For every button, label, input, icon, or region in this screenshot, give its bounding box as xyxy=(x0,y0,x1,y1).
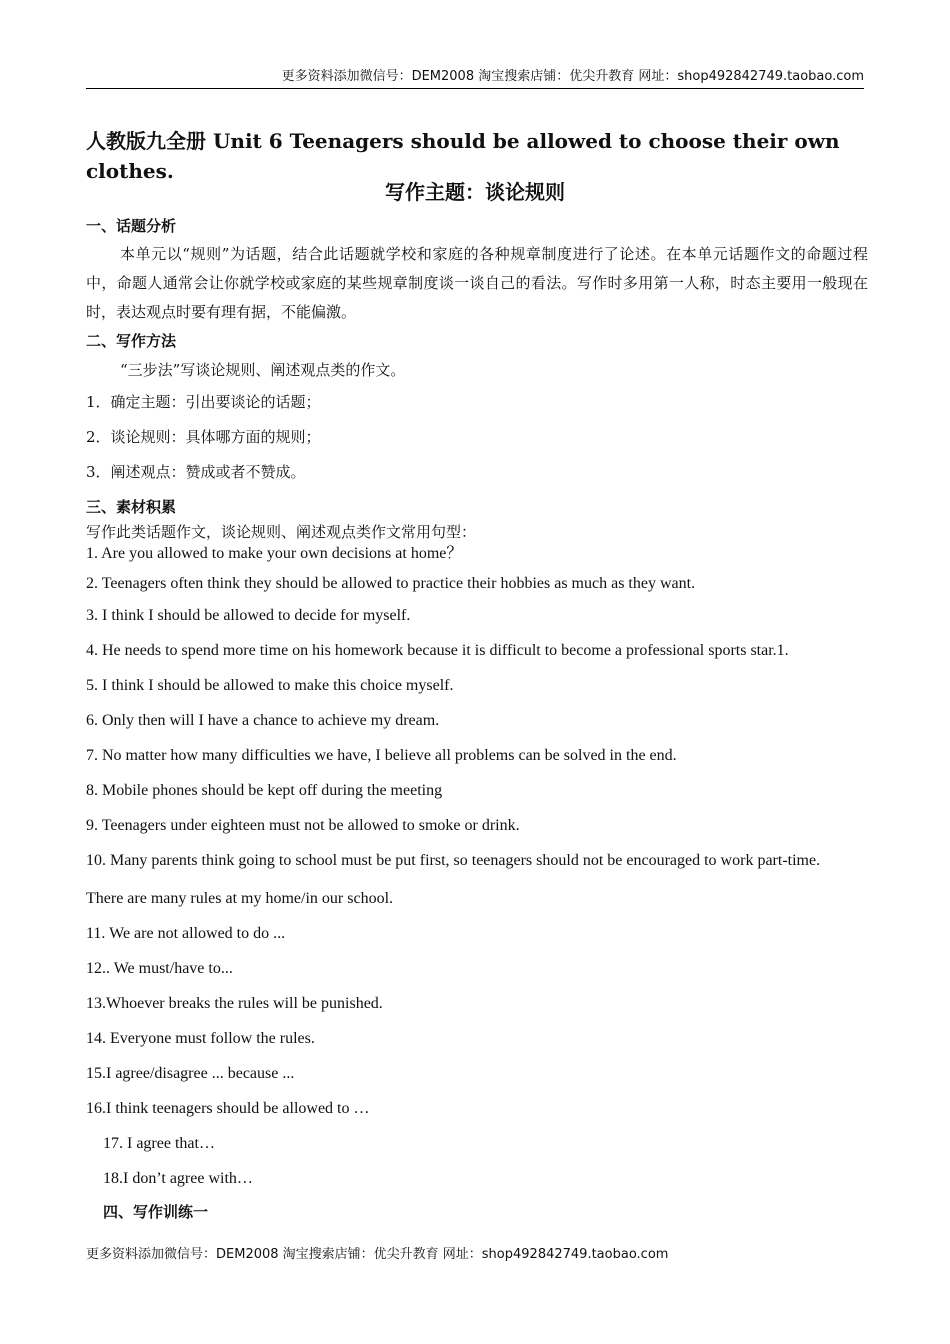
writing-step: 2．谈论规则：具体哪方面的规则； xyxy=(86,428,321,446)
sentence-item: 7. No matter how many difficulties we have, I believe all problems can be solved in the end. xyxy=(86,747,677,764)
writing-step: 3．阐述观点：赞成或者不赞成。 xyxy=(86,463,306,481)
section-heading-writing-practice: 四、写作训练一 xyxy=(103,1203,209,1221)
sentence-item: 9. Teenagers under eighteen must not be allowed to smoke or drink. xyxy=(86,817,520,834)
sentence-item: 17. I agree that… xyxy=(103,1135,215,1152)
sentence-item: 8. Mobile phones should be kept off during the meeting xyxy=(86,782,443,799)
sentence-item: 12.. We must/have to... xyxy=(86,960,233,977)
document-subtitle: 写作主题：谈论规则 xyxy=(385,180,565,204)
section-heading-materials: 三、素材积累 xyxy=(86,498,177,516)
sentence-item: 11. We are not allowed to do ... xyxy=(86,925,286,942)
section-heading-topic-analysis: 一、话题分析 xyxy=(86,217,177,235)
page-footer: 更多资料添加微信号：DEM2008 淘宝搜索店铺：优尖升教育 网址：shop492842749.taobao.com xyxy=(86,1247,669,1262)
sentence-item: 13.Whoever breaks the rules will be punished. xyxy=(86,995,383,1012)
page-header: 更多资料添加微信号：DEM2008 淘宝搜索店铺：优尖升教育 网址：shop492842749.taobao.com xyxy=(86,68,864,89)
document-title: 人教版九全册 Unit 6 Teenagers should be allowed to choose their own clothes. xyxy=(86,129,840,183)
sentence-item: 15.I agree/disagree ... because ... xyxy=(86,1065,295,1082)
topic-analysis-paragraph: 本单元以“规则”为话题，结合此话题就学校和家庭的各种规章制度进行了论述。在本单元话题作文的命题过程中，命题人通常会让你就学校或家庭的某些规章制度谈一谈自己的看法。写作时多用第一人称，时态主要用一般现在时，表达观点时要有理有据，不能偏激。 xyxy=(86,245,868,321)
sentence-item: 4. He needs to spend more time on his homework because it is difficult to become a professional sports star.1. xyxy=(86,642,789,659)
sentence-item: 2. Teenagers often think they should be allowed to practice their hobbies as much as they want. xyxy=(86,575,696,592)
sentence-item: 10. Many parents think going to school must be put first, so teenagers should not be encouraged to work part-time. xyxy=(86,852,821,869)
sentence-item: 18.I don’t agree with… xyxy=(103,1170,253,1187)
sentence-item: 6. Only then will I have a chance to achieve my dream. xyxy=(86,712,440,729)
materials-intro: 写作此类话题作文，谈论规则、阐述观点类作文常用句型： xyxy=(86,523,477,541)
writing-step: 1．确定主题：引出要谈论的话题； xyxy=(86,393,321,411)
section-heading-writing-method: 二、写作方法 xyxy=(86,332,177,350)
sentence-item: 1. Are you allowed to make your own decisions at home？ xyxy=(86,545,463,562)
sentence-item: 16.I think teenagers should be allowed to … xyxy=(86,1100,370,1117)
sentence-item: There are many rules at my home/in our school. xyxy=(86,890,394,907)
writing-method-intro: “三步法”写谈论规则、阐述观点类的作文。 xyxy=(120,361,406,379)
sentence-item: 5. I think I should be allowed to make this choice myself. xyxy=(86,677,454,694)
sentence-item: 14. Everyone must follow the rules. xyxy=(86,1030,315,1047)
sentence-item: 3. I think I should be allowed to decide for myself. xyxy=(86,607,411,624)
